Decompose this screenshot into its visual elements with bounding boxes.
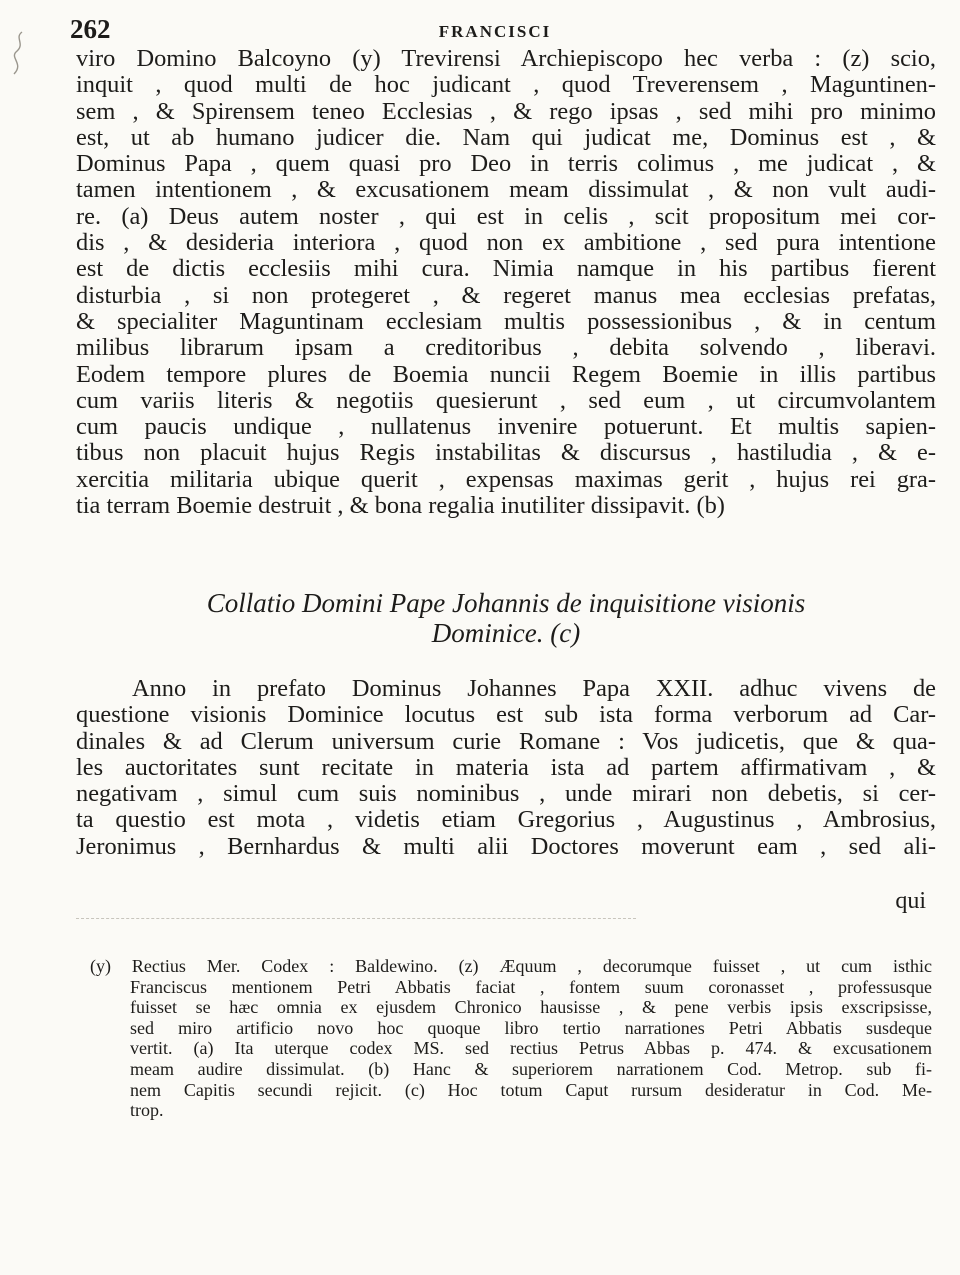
text-line: dis , & desideria interiora , quod non ex ambitione , sed pura intentione [76, 230, 936, 257]
text-line: Anno in prefato Dominus Johannes Papa XXII. adhuc vivens de [132, 676, 936, 702]
text-line: viro Domino Balcoyno (y) Trevirensi Archiepiscopo hec verba : (z) scio, [76, 46, 936, 72]
page-header [70, 10, 920, 44]
footnotes [90, 956, 932, 1121]
text-line: & specialiter Maguntinam ecclesiam multis possessionibus , & in centum [76, 308, 936, 335]
paragraph-1 [76, 46, 936, 519]
catchword: qui [895, 888, 926, 914]
text-line: re. (a) Deus autem noster , qui est in celis , scit propositum mei cor- [76, 203, 936, 230]
footnote-line: trop. [130, 1100, 164, 1121]
text-line: xercitia militaria ubique querit , expensas maximas gerit , hujus rei gra- [76, 466, 936, 493]
text-line: est, ut ab humano judicer die. Nam qui judicat me, Dominus est , & [76, 124, 936, 151]
text-line: cum variis literis & negotiis quesierunt , sed eum , ut circumvolantem [76, 387, 936, 414]
footnote-divider [76, 918, 636, 919]
text-line: tibus non placuit hujus Regis instabilitas & discursus , hastiludia , & e- [76, 440, 936, 467]
footnote-line: (y) Rectius Mer. Codex : Baldewino. (z) Æquum , decorumque fuisset , ut cum isthic [90, 956, 932, 976]
text-line: ta questio est mota , videtis etiam Gregorius , Augustinus , Ambrosius, [76, 807, 936, 834]
running-head: FRANCISCI [438, 22, 552, 41]
text-line: cum paucis undique , nullatenus invenire potuerunt. Et multis sapien- [76, 414, 936, 441]
text-line: Jeronimus , Bernhardus & multi alii Doctores moverunt eam , sed ali- [76, 833, 936, 860]
text-line: les auctoritates sunt recitate in materia ista ad partem affirmativam , & [76, 754, 936, 781]
footnote-line: Franciscus mentionem Petri Abbatis faciat , fontem suum coronasset , professusque [130, 976, 932, 997]
text-line: sem , & Spirensem teneo Ecclesias , & rego ipsas , sed mihi pro minimo [76, 98, 936, 125]
section-title-line: Collatio Domini Pape Johannis de inquisitione visionis [206, 588, 806, 618]
paragraph-2 [76, 676, 936, 860]
footnote-line: fuisset se hæc omnia ex ejusdem Chronico hausisse , & pene verbis ipsis exscripsisse, [130, 997, 932, 1018]
text-line: inquit , quod multi de hoc judicant , quod Treverensem , Maguntinen- [76, 72, 936, 99]
text-line: Dominus Papa , quem quasi pro Deo in terris colimus , me judicat , & [76, 151, 936, 178]
text-line: tamen intentionem , & excusationem meam dissimulat , & non vult audi- [76, 177, 936, 204]
text-line: dinales & ad Clerum universum curie Romane : Vos judicetis, que & qua- [76, 728, 936, 755]
text-line: milibus librarum ipsam a creditoribus , debita solvendo , liberavi. [76, 335, 936, 362]
section-title-line: Dominice. (c) [431, 618, 581, 648]
footnote-line: vertit. (a) Ita uterque codex MS. sed rectius Petrus Abbas p. 474. & excusationem [130, 1038, 932, 1059]
footnote-line: sed miro artificio novo hoc quoque libro tertio narrationes Petri Abbatis susdeque [130, 1017, 932, 1038]
text-line: negativam , simul cum suis nominibus , unde mirari non debetis, si cer- [76, 781, 936, 808]
margin-pencil-mark [8, 28, 34, 88]
footnote-line: meam audire dissimulat. (b) Hanc & superiorem narrationem Cod. Metrop. sub fi- [130, 1058, 932, 1079]
text-line: disturbia , si non protegeret , & regeret manus mea ecclesias prefatas, [76, 282, 936, 309]
section-title [76, 588, 936, 648]
text-line: questione visionis Dominice locutus est sub ista forma verborum ad Car- [76, 702, 936, 729]
page-number: 262 [70, 14, 111, 44]
text-line: Eodem tempore plures de Boemia nuncii Regem Boemie in illis partibus [76, 361, 936, 388]
text-line: est de dictis ecclesiis mihi cura. Nimia namque in his partibus fierent [76, 256, 936, 283]
text-line: tia terram Boemie destruit , & bona regalia inutiliter dissipavit. (b) [76, 493, 725, 520]
footnote-line: nem Capitis secundi rejicit. (c) Hoc totum Caput rursum desideratur in Cod. Me- [130, 1079, 932, 1100]
